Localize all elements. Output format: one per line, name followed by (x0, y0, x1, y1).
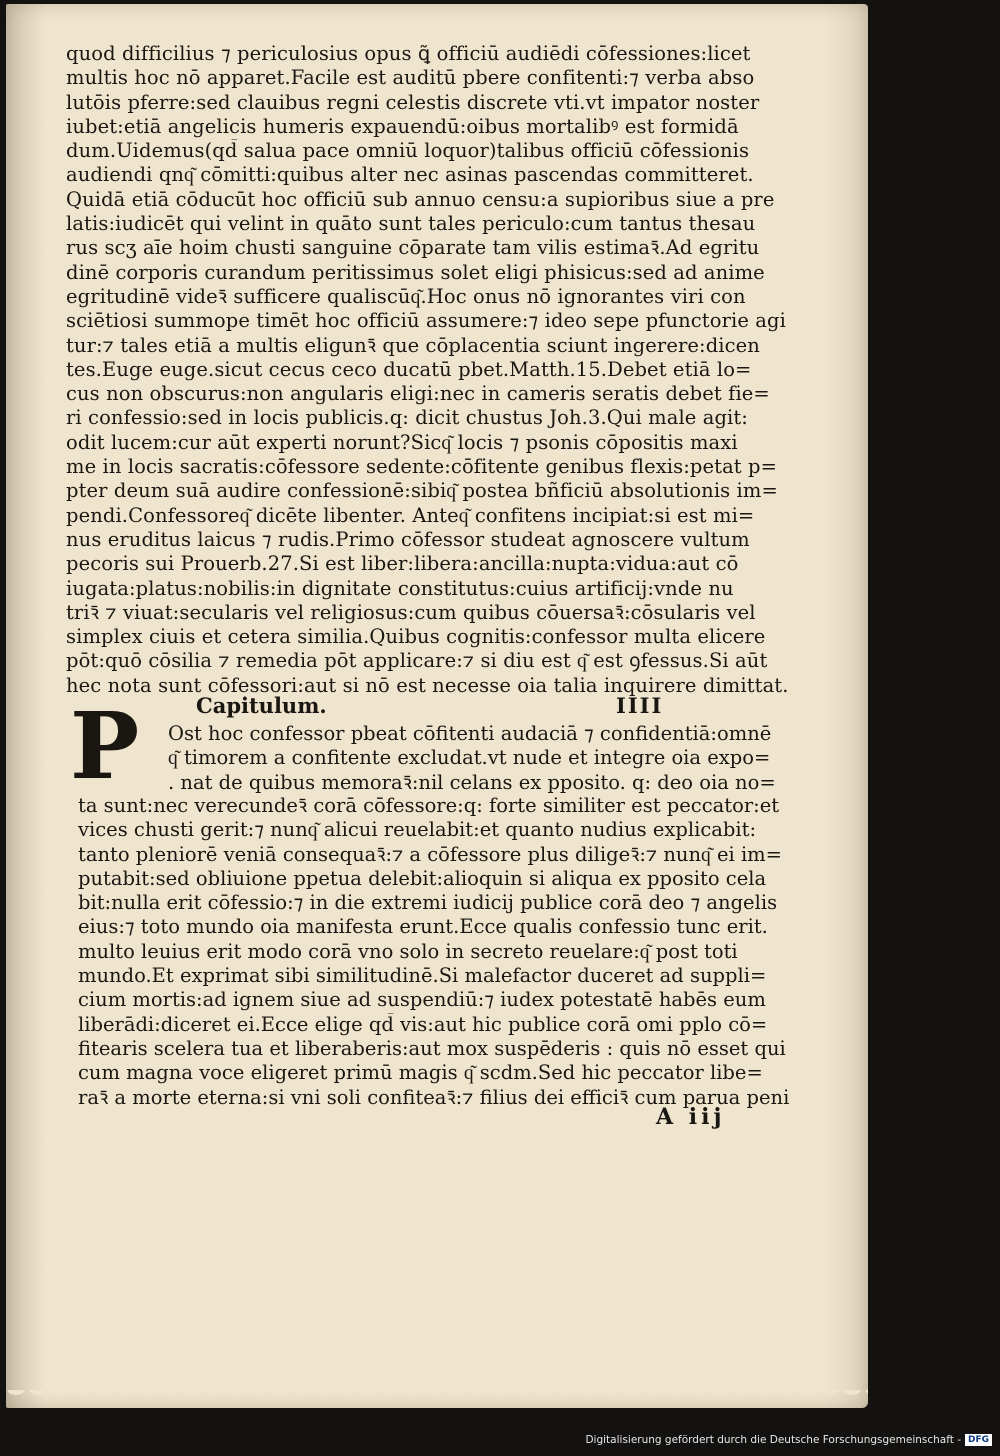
text-line: q͂ timorem a confitente excludat.vt nude et integre oia expo= (168, 746, 771, 770)
text-line: tur:⁊ tales etiā a multis eligunꝛ̄ que cōplacentia sciunt ingerere:dicen (66, 333, 760, 357)
text-line: audiendi qnq͂ cōmitti:quibus alter nec asinas pascendas committeret. (66, 163, 754, 187)
text-line: raꝛ̄ a morte eterna:si vni soli confiteaꝛ̄:⁊ filius dei efficiꝛ̄ cum parua peni (78, 1085, 790, 1109)
chapter-text-indented (168, 722, 798, 795)
decorated-initial: P (70, 692, 140, 800)
text-line: rus scʒ aīe hoim chusti sanguine cōparate tam vilis estimaꝛ̄.Ad egritu (66, 236, 760, 260)
footer-text: Digitalisierung gefördert durch die Deutsche Forschungsgemeinschaft - (585, 1434, 961, 1446)
text-line: ta sunt:nec verecundeꝛ̄ corā cōfessore:q: forte similiter est peccator:et (78, 794, 780, 817)
text-line: dinē corporis curandum peritissimus solet eligi phisicus:sed ad anime (66, 260, 765, 284)
funding-footer (585, 1434, 992, 1446)
chapter-text (78, 794, 798, 1110)
text-line: tes.Euge euge.sicut cecus ceco ducatū pbet.Matth.15.Debet etiā lo= (66, 357, 752, 381)
text-line: cium mortis:ad ignem siue ad suspendiū:⁊ iudex potestatē habēs eum (78, 988, 766, 1012)
text-line: vices chusti gerit:⁊ nunq͂ alicui reuelabit:et quanto nudius explicabit: (78, 818, 757, 842)
text-line: nus eruditus laicus ⁊ rudis.Primo cōfessor studeat agnoscere vultum (66, 527, 750, 551)
chapter-heading (196, 693, 716, 721)
text-line: latis:iudicēt qui velint in quāto sunt tales periculo:cum tantus thesau (66, 212, 756, 236)
text-line: hec nota sunt cōfessori:aut si nō est necesse oia talia inquirere dimittat. (66, 673, 789, 697)
chapter-label: Capitulum. (196, 693, 327, 718)
text-line: cus non obscurus:non angularis eligi:nec in cameris seratis debet fie= (66, 382, 770, 406)
text-line: putabit:sed obliuione ppetua delebit:alioquin si aliqua ex pposito cela (78, 866, 767, 890)
text-line: eius:⁊ toto mundo oia manifesta erunt.Ecce qualis confessio tunc erit. (78, 915, 768, 939)
text-line: liberādi:diceret ei.Ecce elige qd̄ vis:aut hic publice corā omi pplo cō= (78, 1012, 768, 1036)
text-line: me in locis sacratis:cōfessore sedente:cōfitente genibus flexis:petat p= (66, 455, 778, 479)
body-text-upper (66, 42, 794, 698)
text-line: iugata:platus:nobilis:in dignitate constitutus:cuius artificij:vnde nu (66, 576, 734, 600)
text-line: fitearis scelera tua et liberaberis:aut mox suspēderis : quis nō esset qui (78, 1036, 786, 1060)
text-line: pendi.Confessoreq͂ dicēte libenter. Anteq͂ confitens incipiat:si est mi= (66, 503, 755, 527)
text-line: sciētiosi summope timēt hoc officiū assumere:⁊ ideo sepe pfunctorie agi (66, 309, 786, 333)
text-line: Ost hoc confessor pbeat cōfitenti audaciā ⁊ confidentiā:omnē (168, 722, 772, 745)
text-line: pter deum suā audire confessionē:sibiq͂ postea bñficiū absolutionis im= (66, 479, 778, 503)
text-line: tanto pleniorē veniā consequaꝛ̄:⁊ a cōfessore plus diligeꝛ̄:⁊ nunq͂ ei im= (78, 842, 783, 866)
text-line: Quidā etiā cōducūt hoc officiū sub annuo censu:a supioribus siue a pre (66, 187, 775, 211)
text-line: egritudinē videꝛ̄ sufficere qualiscūq͂.Hoc onus nō ignorantes viri con (66, 284, 746, 308)
text-line: iubet:etiā angelicis humeris expauendū:oibus mortalibꝰ est formidā (66, 114, 739, 138)
text-line: multis hoc nō apparet.Facile est auditū pbere confitenti:⁊ verba abso (66, 66, 755, 90)
text-line: simplex ciuis et cetera similia.Quibus cognitis:confessor multa elicere (66, 625, 766, 649)
text-line: odit lucem:cur aūt experti norunt?Sicq͂ locis ⁊ psonis cōpositis maxi (66, 430, 738, 454)
text-line: mundo.Et exprimat sibi similitudinē.Si malefactor duceret ad suppli= (78, 964, 767, 988)
text-line: cum magna voce eligeret primū magis q͂ scdm.Sed hic peccator libe= (78, 1061, 763, 1085)
text-line: quod difficilius ⁊ periculosius opus ꝗ̃ officiū audiēdi cōfessiones:licet (66, 42, 751, 65)
signature-mark: A iij (656, 1104, 726, 1130)
text-line: . nat de quibus memoraꝛ̄:nil celans ex pposito. q: deo oia no= (168, 770, 776, 794)
text-line: bit:nulla erit cōfessio:⁊ in die extremi iudicij publice corā deo ⁊ angelis (78, 891, 778, 915)
text-line: dum.Uidemus(qd̄ salua pace omniū loquor)talibus officiū cōfessionis (66, 139, 750, 163)
dfg-logo-icon: DFG (965, 1434, 992, 1446)
text-line: ri confessio:sed in locis publicis.q: dicit chustus Joh.3.Qui male agit: (66, 406, 748, 430)
chapter-number: IIII (616, 693, 664, 718)
text-line: pecoris sui Prouerb.27.Si est liber:libera:ancilla:nupta:vidua:aut cō (66, 552, 739, 576)
text-line: triꝛ̄ ⁊ viuat:secularis vel religiosus:cum quibus cōuersaꝛ̄:cōsularis vel (66, 600, 756, 624)
text-line: lutōis pferre:sed clauibus regni celestis discrete vti.vt impator noster (66, 90, 760, 114)
deckled-edge (6, 1390, 868, 1414)
text-line: pōt:quō cōsilia ⁊ remedia pōt applicare:⁊ si diu est q͂ est ꝯfessus.Si aūt (66, 649, 768, 673)
text-line: multo leuius erit modo corā vno solo in secreto reuelare:q͂ post toti (78, 939, 738, 963)
